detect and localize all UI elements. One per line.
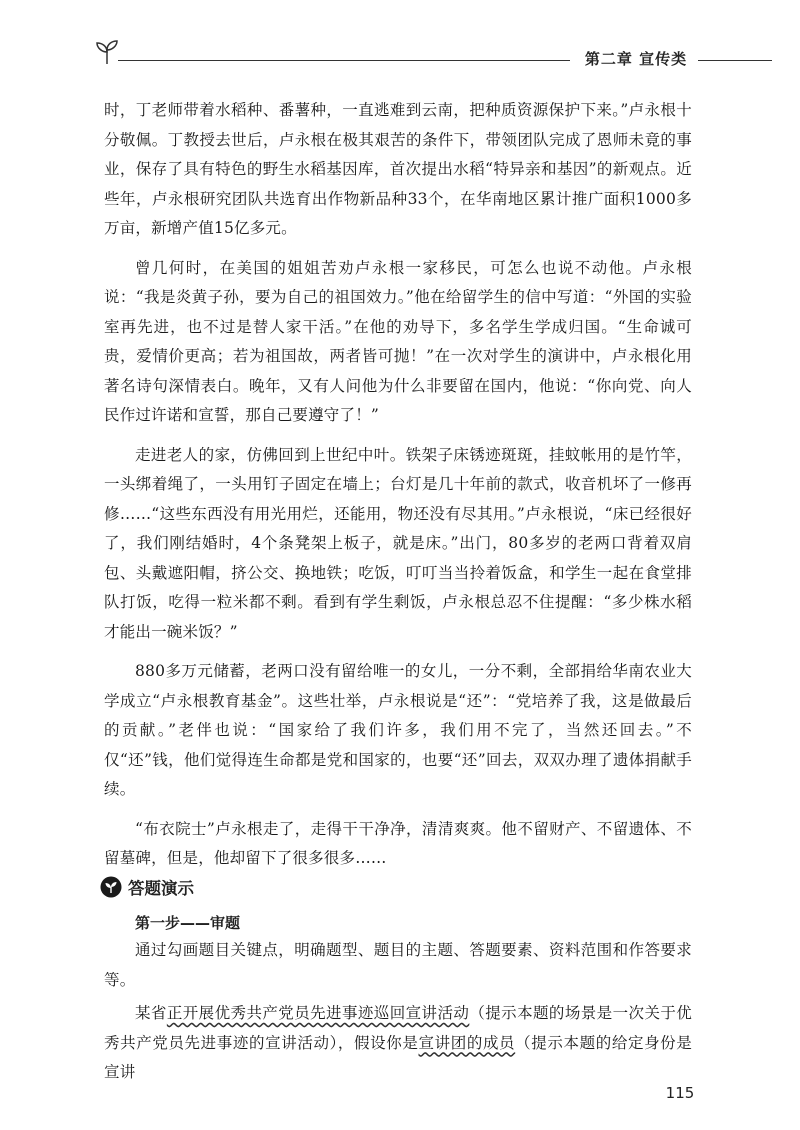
answer-paragraph: 通过勾画题目关键点，明确题型、题目的主题、答题要素、资料范围和作答要求等。 xyxy=(104,941,692,989)
body-paragraph: 走进老人的家，仿佛回到上世纪中叶。铁架子床锈迹斑斑，挂蚊帐用的是竹竿，一头绑着绳了，一头用钉子固定在墙上；台灯是几十年前的款式，收音机坏了一修再修……“这些东西没有用光用烂，还能用，物还没有尽其用。”卢永根说，“床已经很好了，我们刚结婚时，4个条凳架上板子，就是床。”出门，80多岁的老两口背着双肩包、头戴遮阳帽，挤公交、换地铁；吃饭，叮叮当当拎着饭盒，和学生一起在食堂排队打饭，吃得一粒米都不剩。看到有学生剩饭，卢永根总忍不住提醒：“多少株水稻才能出一碗米饭？” xyxy=(104,445,692,641)
page-number: 115 xyxy=(665,1084,695,1102)
text-run: （提示本题的给定身份是宣讲 xyxy=(104,1033,692,1081)
article-body xyxy=(104,96,692,874)
text-run: 某省 xyxy=(135,1004,167,1022)
sprout-icon xyxy=(92,36,122,66)
body-paragraph: 曾几何时，在美国的姐姐苦劝卢永根一家移民，可怎么也说不动他。卢永根说：“我是炎黄子孙，要为自己的祖国效力。”他在给留学生的信中写道：“外国的实验室再先进，也不过是替人家干活。”在他的劝导下，多名学生学成归国。“生命诚可贵，爱情价更高；若为祖国故，两者皆可抛！”在一次对学生的演讲中，卢永根化用著名诗句深情表白。晚年，又有人问他为什么非要留在国内，他说：“你向党、向人民作过许诺和宣誓，那自己要遵守了！” xyxy=(104,258,692,424)
chapter-title: 第二章 宣传类 xyxy=(584,50,688,68)
header-rule-right xyxy=(698,60,772,61)
body-paragraph: 880多万元储蓄，老两口没有留给唯一的女儿，一分不剩，全部捐给华南农业大学成立“卢永根教育基金”。这些壮举，卢永根说是“还”：“党培养了我，这是做最后的贡献。”老伴也说：“国家给了我们许多，我们用不完了，当然还回去。”不仅“还”钱，他们觉得连生命都是党和国家的，也要“还”回去，双双办理了遗体捐献手续。 xyxy=(104,662,692,798)
wavy-underlined-text: 正开展优秀共产党员先进事迹巡回宣讲活动 xyxy=(166,1004,470,1022)
answer-body xyxy=(104,936,692,1088)
section-heading xyxy=(100,873,194,901)
answer-paragraph xyxy=(104,999,692,1088)
step-title: 第一步——审题 xyxy=(135,914,241,932)
page-header xyxy=(0,0,800,80)
body-paragraph: “布衣院士”卢永根走了，走得干干净净，清清爽爽。他不留财产、不留遗体、不留墓碑，但是，他却留下了很多很多…… xyxy=(104,819,692,867)
header-rule-left xyxy=(118,60,570,61)
body-paragraph: 时，丁老师带着水稻种、番薯种，一直逃难到云南，把种质资源保护下来。”卢永根十分敬佩。丁教授去世后，卢永根在极其艰苦的条件下，带领团队完成了恩师未竟的事业，保存了具有特色的野生水稻基因库，首次提出水稻“特异亲和基因”的新观点。近些年，卢永根研究团队共选育出作物新品种33个，在华南地区累计推广面积1000多万亩，新增产值15亿多元。 xyxy=(104,101,692,237)
sprout-badge-icon xyxy=(100,876,122,898)
text-run: （提示本题的场景是一次关于优秀共产党员先进事迹的宣讲活动），假设你是 xyxy=(104,1004,692,1052)
wavy-underlined-text: 宣讲团的成员 xyxy=(418,1033,516,1052)
section-title: 答题演示 xyxy=(128,879,194,898)
